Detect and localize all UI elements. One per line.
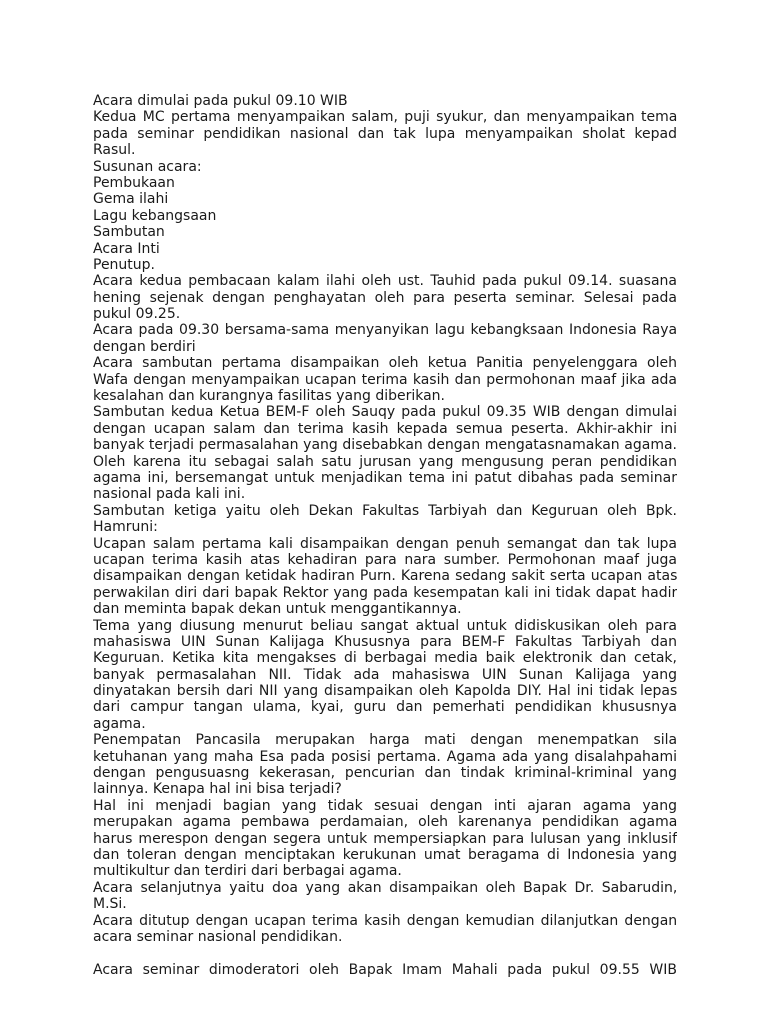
text-line: agama. [93,715,146,732]
text-line: Acara selanjutnya yaitu doa yang akan disampaikan oleh Bapak Dr. Sabarudin, [93,879,677,896]
text-line: Hal ini menjadi bagian yang tidak sesuai dengan inti ajaran agama yang [93,797,677,814]
text-line: Sambutan ketiga yaitu oleh Dekan Fakultas Tarbiyah dan Keguruan oleh Bpk. [93,502,677,519]
text-line: Rasul. [93,142,136,159]
text-line: pada seminar pendidikan nasional dan tak lupa menyampaikan sholat kepad [93,125,677,142]
text-line: Penempatan Pancasila merupakan harga mati dengan menempatkan sila [93,732,677,749]
text-line: Sambutan [93,224,165,241]
text-line: nasional pada kali ini. [93,486,246,503]
text-line: Acara seminar dimoderatori oleh Bapak Imam Mahali pada pukul 09.55 WIB [93,961,677,978]
text-line: dan meminta bapak dekan untuk menggantikannya. [93,601,462,618]
text-line: lainnya. Kenapa hal ini bisa terjadi? [93,781,342,798]
text-line: Pembukaan [93,174,175,191]
text-line: Gema ilahi [93,191,169,208]
text-line: Keguruan. Ketika kita mengakses di berbagai media baik elektronik dan cetak, [93,650,677,667]
text-line: mahasiswa UIN Sunan Kalijaga Khususnya para BEM-F Fakultas Tarbiyah dan [93,633,677,650]
text-line: dengan ucapan salam dan terima kasih kepada semua peserta. Akhir-akhir ini [93,420,677,437]
text-line: Kedua MC pertama menyampaikan salam, puji syukur, dan menyampaikan tema [93,109,677,126]
text-line: kesalahan dan kurangnya fasilitas yang diberikan. [93,388,446,405]
text-line: harus merespon dengan segera untuk mempersiapkan para lulusan yang inklusif [93,830,677,847]
text-line: Acara pada 09.30 bersama-sama menyanyikan lagu kebangksaan Indonesia Raya [93,322,677,339]
text-line: ketuhanan yang maha Esa pada posisi pertama. Agama ada yang disalahpahami [93,748,677,765]
text-line: hening sejenak dengan penghayatan oleh para peserta seminar. Selesai pada [93,289,677,306]
text-line: Oleh karena itu sebagai salah satu jurusan yang mengusung peran pendidikan [93,453,677,470]
text-line: ucapan terima kasih atas kehadiran para nara sumber. Permohonan maaf juga [93,551,677,568]
text-line: Wafa dengan menyampaikan ucapan terima kasih dan permohonan maaf jika ada [93,371,677,388]
text-line: disampaikan dengan ketidak hadiran Purn. Karena sedang sakit serta ucapan atas [93,568,677,585]
text-line: dengan pengusuasng kekerasan, pencurian dan tindak kriminal-kriminal yang [93,765,677,782]
text-line: multikultur dan terdiri dari berbagai agama. [93,863,402,880]
text-line: agama ini, bersemangat untuk menjadikan tema ini patut dibahas pada seminar [93,469,677,486]
text-line: Acara kedua pembacaan kalam ilahi oleh ust. Tauhid pada pukul 09.14. suasana [93,273,677,290]
text-line: Tema yang diusung menurut beliau sangat aktual untuk didiskusikan oleh para [93,617,677,634]
text-line: Sambutan kedua Ketua BEM-F oleh Sauqy pada pukul 09.35 WIB dengan dimulai [93,404,677,421]
text-line: Acara ditutup dengan ucapan terima kasih dengan kemudian dilanjutkan dengan [93,912,677,929]
text-line: banyak terjadi permasalahan yang disebabkan dengan mengatasnamakan agama. [93,437,677,454]
text-line: Acara dimulai pada pukul 09.10 WIB [93,93,348,109]
text-line: dari campur tangan ulama, kyai, guru dan pemerhati pendidikan khususnya [93,699,677,716]
text-line: dengan berdiri [93,338,196,355]
text-line: Lagu kebangsaan [93,207,217,224]
text-line: banyak permasalahan NII. Tidak ada mahasiswa UIN Sunan Kalijaga yang [93,666,677,683]
document-body [93,93,677,978]
text-line: Susunan acara: [93,158,202,175]
text-line: perwakilan diri dari bapak Rektor yang pada kesempatan kali ini tidak dapat hadir [93,584,677,601]
text-line: Acara sambutan pertama disampaikan oleh ketua Panitia penyelenggara oleh [93,355,677,372]
text-line: acara seminar nasional pendidikan. [93,928,343,945]
text-line: Acara Inti [93,240,160,257]
text-line: Hamruni: [93,519,158,536]
text-line: dinyatakan bersih dari NII yang disampaikan oleh Kapolda DIY. Hal ini tidak lepas [93,683,677,700]
text-line: merupakan agama pembawa perdamaian, oleh karenanya pendidikan agama [93,814,677,831]
text-line: M.Si. [93,896,127,913]
text-line: dan toleran dengan menciptakan kerukunan umat beragama di Indonesia yang [93,846,677,863]
text-line: pukul 09.25. [93,306,181,323]
blank-line [93,945,677,961]
text-line: Ucapan salam pertama kali disampaikan dengan penuh semangat dan tak lupa [93,535,677,552]
text-line: Penutup. [93,256,156,273]
